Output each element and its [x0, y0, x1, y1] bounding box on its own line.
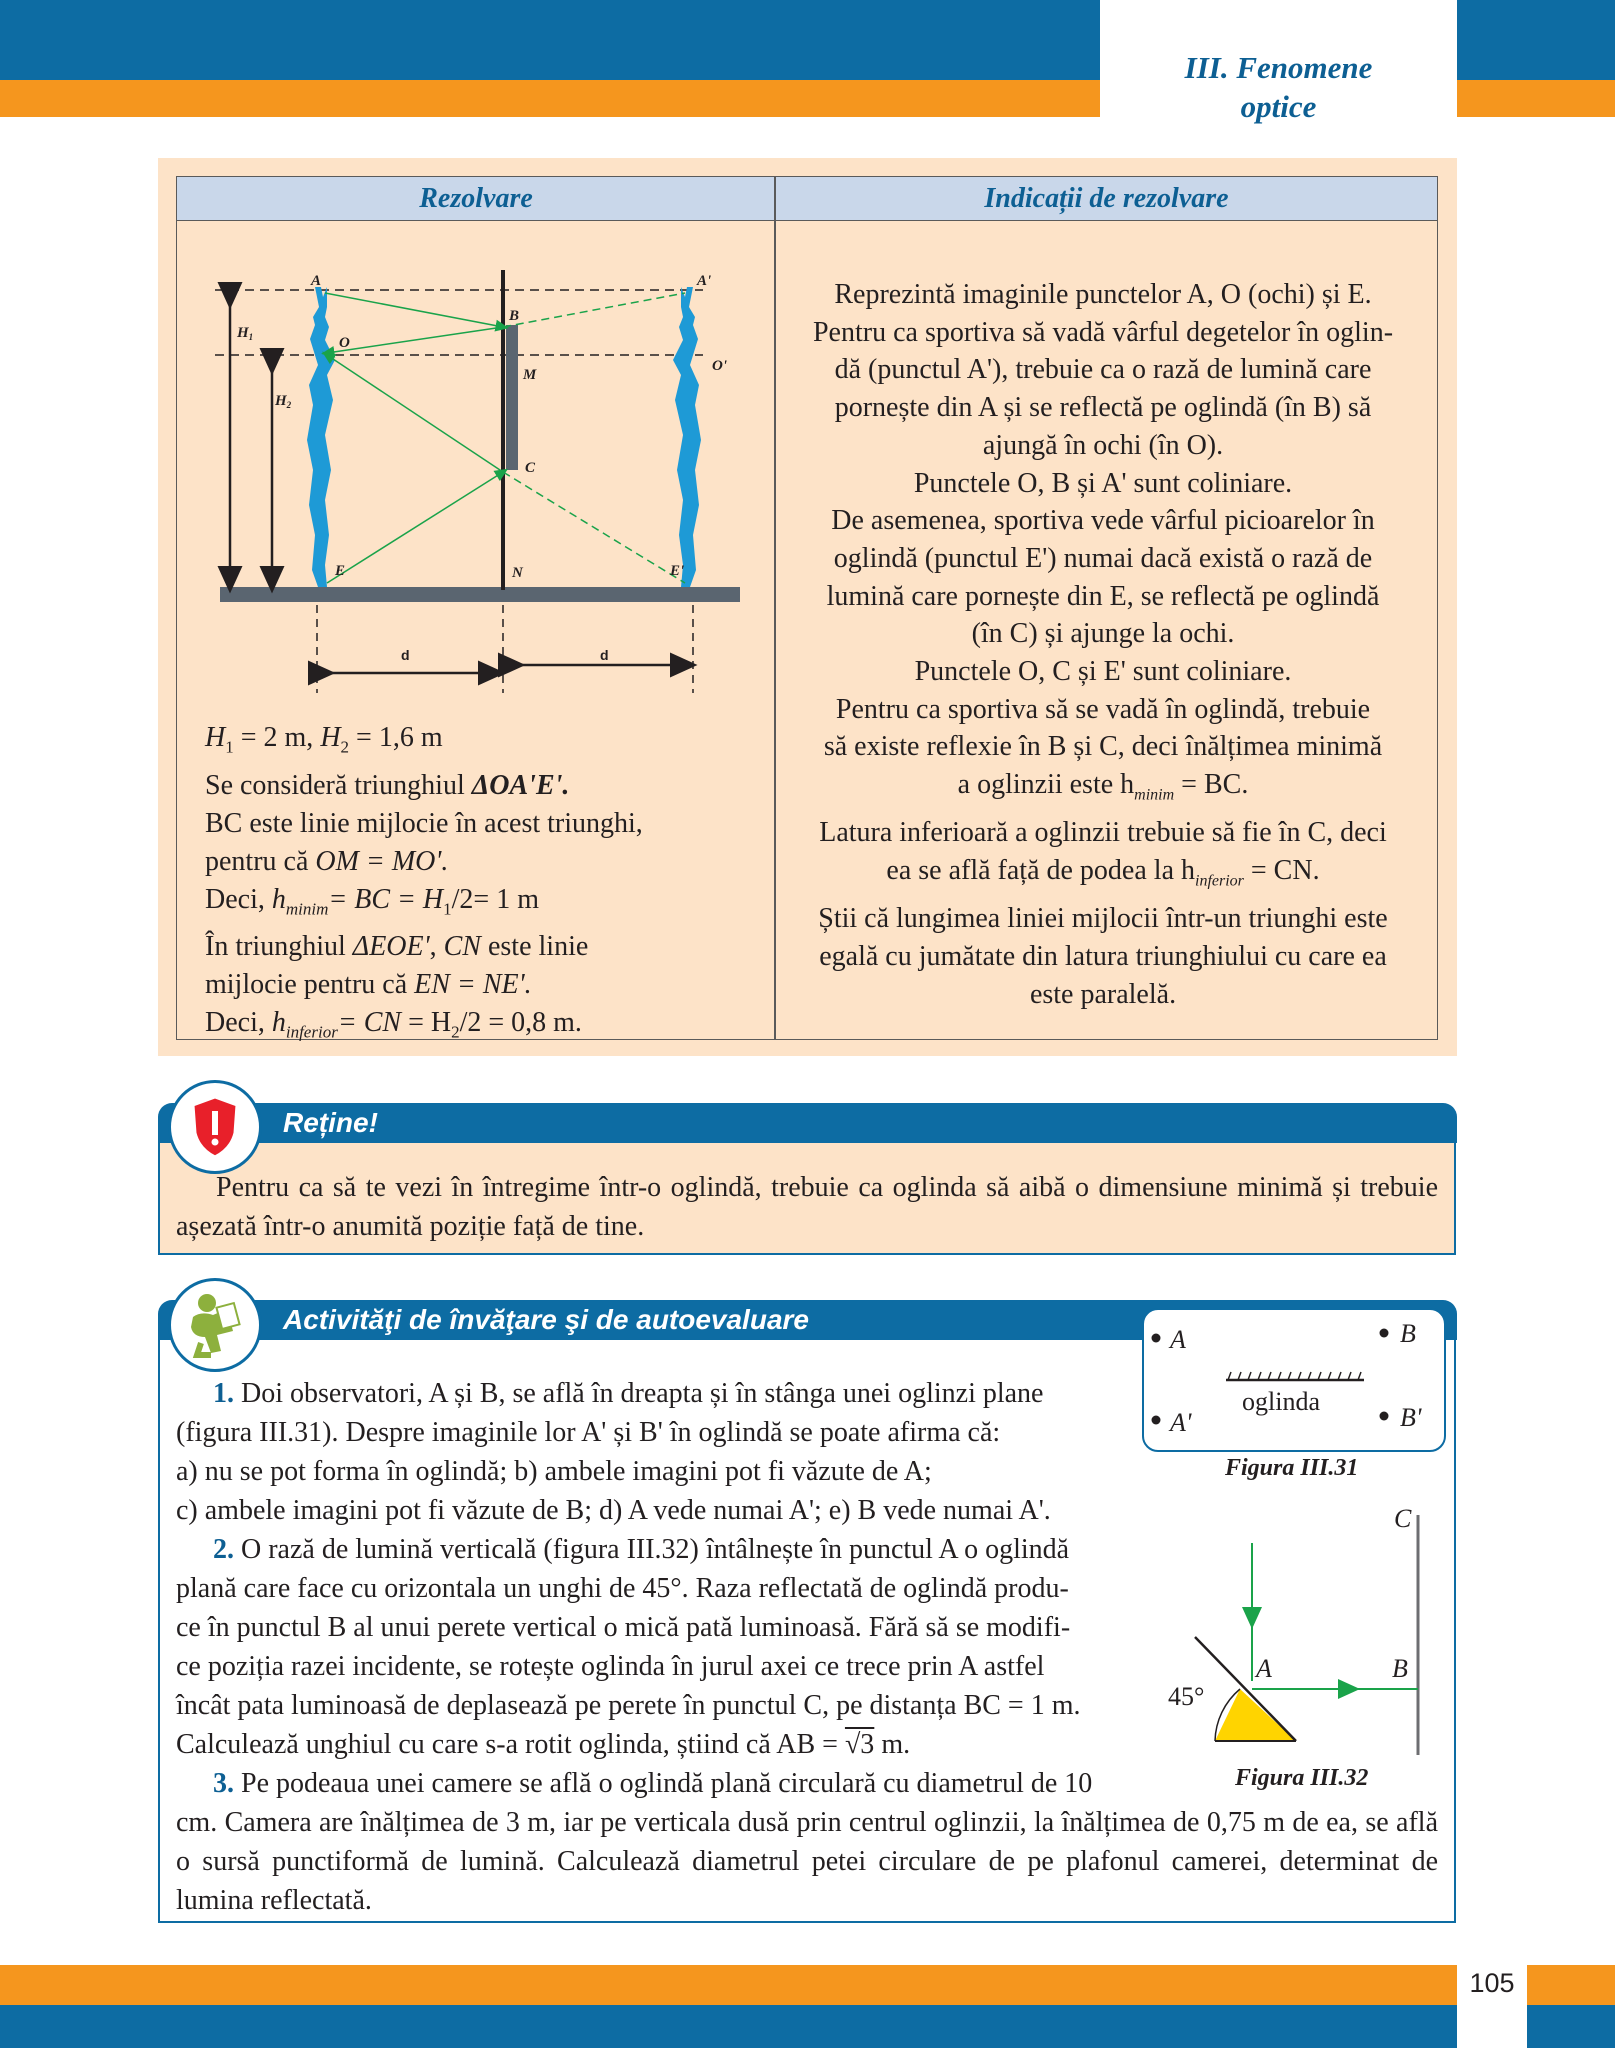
retine-title: Reține! — [283, 1107, 378, 1138]
column-divider — [774, 177, 776, 1039]
line-triangle: Se consideră triunghiul ΔOA'E'. — [205, 769, 570, 801]
line-heights: $H_1 = 2$ m, $H_2 = 1,6$ m — [205, 722, 443, 757]
line-hminim: Deci, $h_{minim}=$ BC = $H_1/2= 1$ m — [205, 883, 540, 919]
diagram-label-O: O — [339, 335, 350, 351]
line-om: pentru că OM = MO'. — [205, 845, 449, 877]
line-eoe: În triunghiul ΔEOE', CN este linie — [205, 931, 589, 963]
fig31-label-A: A — [1170, 1325, 1186, 1354]
fig32-label-C: C — [1394, 1504, 1412, 1533]
column-header-rezolvare: Rezolvare — [177, 177, 775, 221]
activitati-title: Activităţi de învăţare şi de autoevaluare — [283, 1304, 809, 1335]
footer-bar-blue-right — [1527, 2005, 1615, 2048]
diagram-label-C: C — [525, 460, 536, 476]
header-bar-blue-right — [1457, 0, 1615, 80]
header-bar-orange-right — [1457, 80, 1615, 117]
figure-32-diagram — [1160, 1495, 1430, 1765]
diagram-label-H2: $H_2$ — [275, 393, 292, 410]
diagram-label-d-right: d — [600, 647, 609, 663]
fig31-label-A-prime: A' — [1170, 1408, 1192, 1437]
diagram-label-E-prime: E' — [670, 563, 685, 579]
footer-bar-blue — [0, 2005, 1457, 2048]
exercise-3: 3. Pe podeaua unei camere se află o oglindă plană circulară cu diametrul de 10 cm. Camera are înălțimea de 3 m, iar pe verticala dusă prin centrul oglinzii, la înălțimea de 0,75 m de ea, se află o sursă punctiformă de lumină. Calculează diametrul petei circulare de pe plafonul camerei, determinat de lumina reflectată. — [176, 1768, 1438, 1916]
fig32-label-A: A — [1256, 1654, 1272, 1683]
header-bar-orange — [0, 80, 1100, 117]
fig31-label-B-prime: B' — [1400, 1403, 1422, 1432]
line-en: mijlocie pentru că EN = NE'. — [205, 969, 532, 1001]
fig31-mirror-label: oglinda — [1242, 1387, 1320, 1416]
retine-text: Pentru ca să te vezi în întregime într-o oglindă, trebuie ca oglinda să aibă o dimensiune minimă și trebuie așezată într-o anumită poziție față de tine. — [176, 1172, 1438, 1242]
shield-icon — [168, 1080, 262, 1174]
diagram-label-M: M — [523, 367, 537, 383]
fig32-label-B: B — [1392, 1654, 1408, 1683]
diagram-label-A-prime: A' — [697, 273, 712, 289]
student-reading-icon — [168, 1278, 262, 1372]
footer-bar-orange-right — [1527, 1965, 1615, 2005]
column-header-indicatii: Indicații de rezolvare — [776, 177, 1437, 221]
retine-box — [158, 1103, 1457, 1258]
exercise-2: 2. O rază de lumină verticală (figura III.32) întâlnește în punctul A o oglindă plană care face cu orizontala un unghi de 45°. Raza reflectată de oglindă produ- ce în punctul B al unui perete vertical o mică pată luminoasă. Fără să se modifi- ce poziția razei incidente, se rotește oglinda în jurul axei ce trece prin A astfel încât pata luminoasă de deplasează pe perete în punctul C, pe distanța BC = 1 m. Calculează unghiul cu care s-a rotit oglinda, știind că AB = √3 m. — [176, 1534, 1081, 1760]
solution-right-text: Reprezintă imaginile punctelor A, O (ochi) și E. Pentru ca sportiva să vadă vârful degetelor în oglin- dă (punctul A'), trebuie ca o rază de lumină care pornește din A și se reflectă pe oglindă (în B) să ajungă în ochi (în O). Punctele O, B și A' sunt coliniare. De asemenea, sportiva vede vârful picioarelor în oglindă (punctul E') numai dacă există o rază de lumină care pornește din E, se reflectă pe oglindă (în C) și ajunge la ochi. Punctele O, C și E' sunt coliniare. Pentru ca sportiva să se vadă în oglindă, trebuie să existe reflexie în B și C, deci înălțimea minimă a oglinzii este $h_{minim}$ = BC. Latura inferioară a oglinzii trebuie să fie în C, deci ea se află față de podea la $h_{inferior}$ = CN. Știi că lungimea liniei mijlocii într-un triunghi este egală cu jumătate din latura triunghiului cu care ea este paralelă. — [812, 279, 1394, 1010]
diagram-label-N: N — [512, 565, 523, 581]
line-bc: BC este linie mijlocie în acest triunghi, — [205, 807, 643, 839]
mirror-diagram — [215, 265, 745, 695]
fig32-angle-label: 45° — [1168, 1682, 1205, 1711]
diagram-label-H1: $H_1$ — [237, 325, 254, 342]
fig31-label-B: B — [1400, 1319, 1416, 1348]
diagram-label-A: A — [311, 273, 322, 289]
diagram-label-B: B — [509, 308, 520, 324]
line-hinferior: Deci, $h_{inferior}=$ CN = $H_2/2 = 0,8$ m. — [205, 1007, 582, 1042]
figure-31-caption: Figura III.31 — [1225, 1455, 1359, 1481]
diagram-label-O-prime: O' — [712, 358, 727, 374]
solution-left-text — [205, 719, 765, 1052]
figure-31-diagram — [1142, 1308, 1446, 1452]
footer-bar-orange — [0, 1965, 1457, 2005]
diagram-label-E: E — [335, 563, 346, 579]
chapter-title: III. Fenomene optice — [1184, 50, 1373, 124]
figure-32-caption: Figura III.32 — [1235, 1765, 1369, 1791]
header-bar-blue — [0, 0, 1100, 80]
page-number: 105 — [1469, 1968, 1515, 1998]
exercise-1: 1. Doi observatori, A și B, se află în dreapta și în stânga unei oglinzi plane (figura III.31). Despre imaginile lor A' și B' în oglindă se poate afirma că: a) nu se pot forma în oglindă; b) ambele imagini pot fi văzute de A; c) ambele imagini pot fi văzute de B; d) A vede numai A'; e) B vede numai A'. — [176, 1378, 1051, 1526]
diagram-label-d-left: d — [401, 647, 410, 663]
